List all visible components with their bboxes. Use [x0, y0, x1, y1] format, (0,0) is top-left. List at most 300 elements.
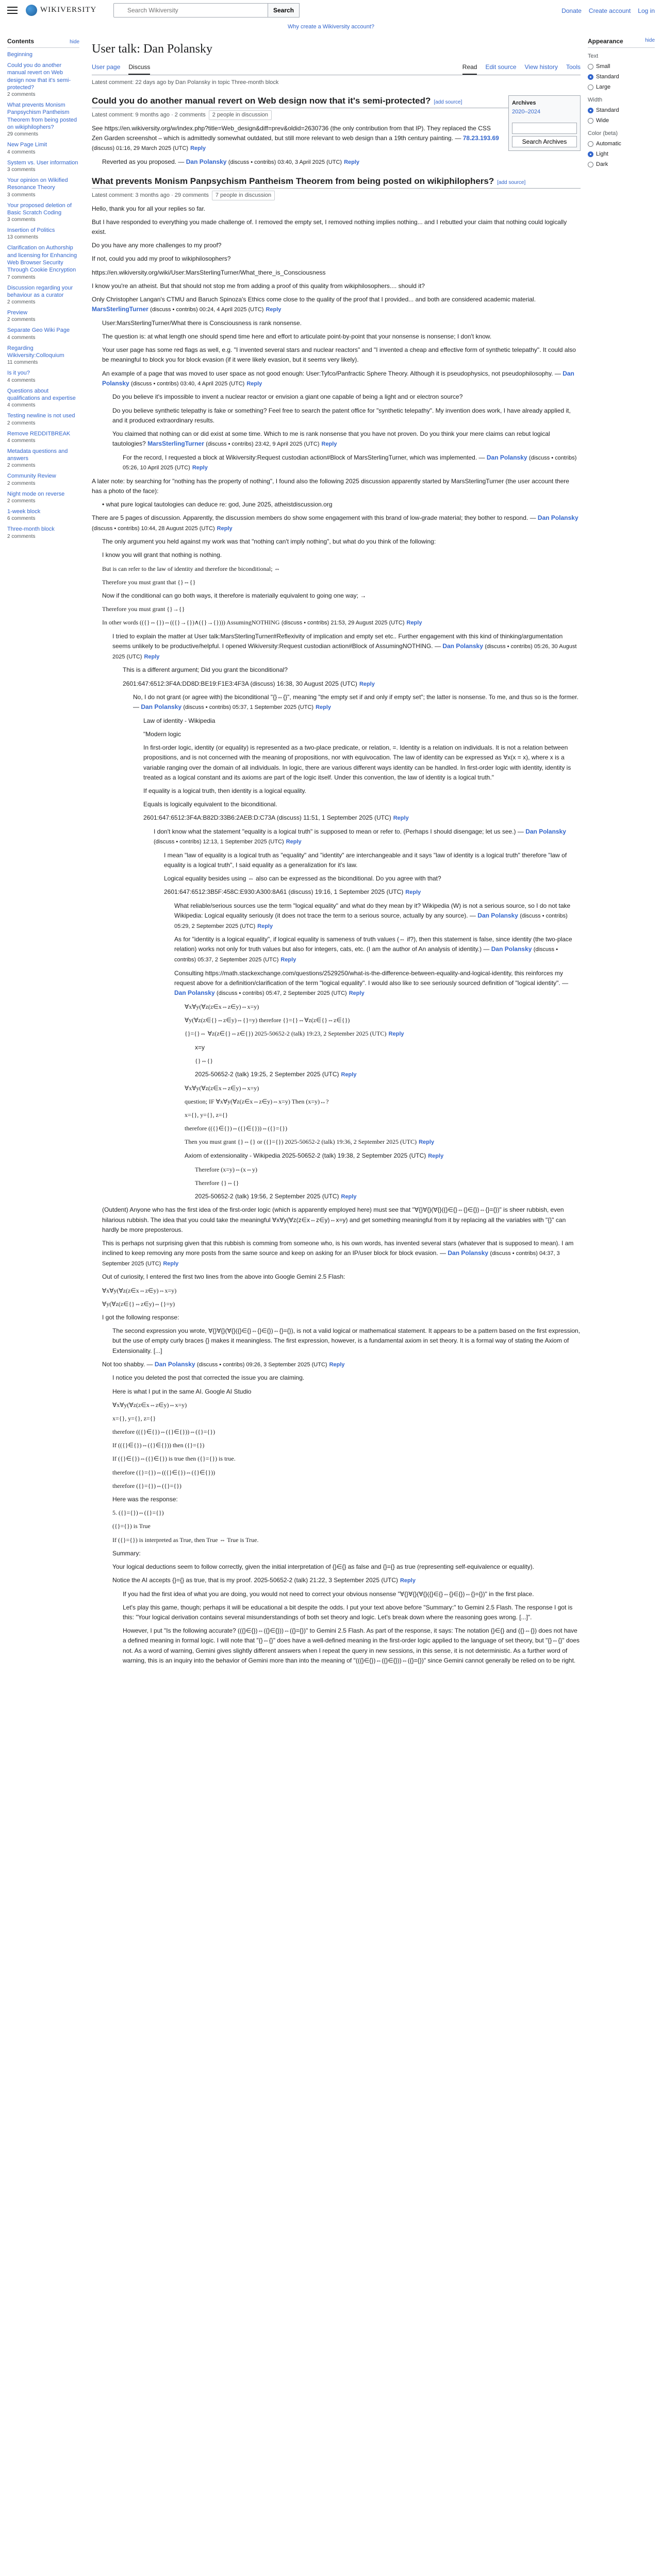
comment	[112, 1454, 581, 1464]
reply-button[interactable]: Reply	[144, 653, 160, 660]
comment-text: Reverted as you proposed. —	[102, 158, 185, 165]
comment	[185, 1097, 581, 1107]
comment-text: The second expression you wrote, ∀{}∀{}(∀{}({}∈{}⇔{}∈{})⇔{}={}), is not a valid logical or mathematical statement. It appears to be a pattern based on the first expression, but the use of empty curly braces {} makes it meaningless. The first expression, however, is a fundamental axiom in set theory. It is a formal way of stating the Axiom of Extensionality. [...]	[112, 1327, 581, 1354]
comment	[92, 204, 581, 214]
comment	[112, 632, 581, 662]
comment-text: But I have responded to everything you made challenge of. I removed the empty set, I removed nothing implies nothing... and I rebutted your claim that nothing could logically exist.	[92, 218, 567, 236]
comment-timestamp: (discuss • contribs) 03:40, 4 April 2025 (UTC)	[131, 380, 245, 387]
toc-link[interactable]: Testing newline is not used	[7, 413, 75, 419]
toc-comment-count: 4 comments	[7, 437, 36, 444]
reply-button[interactable]: Reply	[246, 380, 262, 387]
reply-button[interactable]: Reply	[329, 1361, 345, 1368]
search-button[interactable]: Search	[268, 3, 300, 18]
comment	[112, 1414, 581, 1423]
section-edit-link[interactable]: [add source]	[434, 99, 462, 105]
text-size-label: Text	[588, 53, 599, 59]
comment-text: See https://en.wikiversity.org/w/index.php?title=Web_design&diff=prev&oldid=2630736 (the only contribution from that IP). They replaced the CSS Zen Garden screenshot – which is admittedly somewhat outdated, but still more relevant to web design than a 19th century painting. —	[92, 125, 491, 142]
comment-timestamp: (discuss • contribs) 05:26, 10 April 2025 (UTC)	[123, 454, 577, 471]
comment-text: Now if the conditional can go both ways, it therefore is materially equivalent to going one way; →	[102, 591, 367, 599]
comment	[102, 550, 581, 560]
comment-text: Do you believe it's impossible to invent a nuclear reactor or envision a giant one capable of being a light and or electron source?	[112, 393, 463, 401]
comment-author-link[interactable]: MarsSterlingTurner	[92, 306, 148, 313]
toc-item	[7, 526, 79, 539]
comment	[102, 604, 581, 614]
comment	[112, 1400, 581, 1410]
toc-comment-count: 7 comments	[7, 274, 36, 280]
toc-item	[7, 430, 79, 444]
comment-timestamp: (discuss • contribs) 04:37, 3 September 2025 (UTC)	[102, 1250, 560, 1267]
search-archives-button[interactable]: Search Archives	[512, 136, 577, 147]
archives-title: Archives	[512, 99, 536, 106]
comment	[123, 453, 581, 473]
toc-comment-count: 2 comments	[7, 498, 36, 504]
comment-text: An example of a page that was moved to user space as not good enough: User:Tyfco/Panfractic Sphere Theory. Although it is pseudophysics, not pseudophilosophy. —	[102, 369, 561, 377]
donate-link[interactable]: Donate	[561, 7, 582, 14]
reply-button[interactable]: Reply	[349, 990, 365, 997]
comment	[195, 1043, 581, 1053]
section-meta	[92, 191, 581, 200]
comment	[112, 1427, 581, 1437]
radio-button-icon	[588, 118, 593, 124]
site-header	[0, 0, 662, 21]
login-link[interactable]: Log in	[638, 7, 655, 14]
toc-comment-count: 4 comments	[7, 402, 36, 409]
toc-link[interactable]: Is it you?	[7, 370, 30, 377]
comment	[154, 827, 581, 847]
comment	[92, 513, 581, 533]
comment	[174, 969, 581, 998]
reply-button[interactable]: Reply	[316, 704, 332, 711]
color-option-label: Dark	[596, 161, 608, 168]
comment-text: Here is what I put in the same AI. Google AI Studio	[112, 1387, 252, 1395]
section-meta	[92, 110, 581, 120]
tab-edit-source[interactable]: Edit source	[485, 63, 517, 71]
comment	[92, 217, 581, 237]
reply-button[interactable]: Reply	[192, 465, 208, 471]
comment-text: Logical equality besides using ⇔ also can be expressed as the biconditional. Do you agree with that?	[164, 875, 441, 883]
comment	[112, 1373, 581, 1383]
comment	[102, 500, 581, 510]
comment	[143, 743, 581, 783]
reply-button[interactable]: Reply	[217, 525, 233, 532]
toc-item	[7, 490, 79, 504]
comment-text: ∀x∀y(∀z(z∈x⇔z∈y)⇔x=y)	[112, 1401, 187, 1409]
text-size-option[interactable]	[588, 83, 655, 92]
comment	[195, 1192, 581, 1202]
comment-timestamp: (discuss • contribs) 03:40, 3 April 2025 (UTC)	[228, 159, 342, 165]
comment-text: However, I put "Is the following accurate? (({}∈{})⇔({}∈{}))⇔({}={})" to Gemini 2.5 Flash. As part of the response, it says: The notation {}∈{} and ({}⇔{}) does not have a defined meaning in formal logic. I will note that "{}⇔{}" does have a well-defined meaning in the first-order logic applied to the language of set theory, but "{}⇔{}" does not. As a word of warning, Gemini gives slightly different answers when I repeat the query in new sessions, in this sense, it is not deterministic. As a further word of warning, this is an inquiry into the behavior of Gemini more than into the meaning of "(({}∈{})⇔({}∈{}))⇔({}={})" since Gemini cannot generally be relied on to be right.	[123, 1627, 580, 1664]
comment	[92, 254, 581, 264]
toc-link[interactable]: Remove REDDITBREAK	[7, 430, 71, 437]
toc-hide-button[interactable]: hide	[70, 39, 79, 45]
comment	[112, 1481, 581, 1491]
toc-item	[7, 309, 79, 323]
comment	[185, 1151, 581, 1161]
reply-button[interactable]: Reply	[406, 620, 422, 626]
comment	[143, 786, 581, 796]
comment	[112, 1326, 581, 1356]
tab-read[interactable]: Read	[462, 61, 477, 75]
toc-comment-count: 2 comments	[7, 317, 36, 323]
toc-link[interactable]: Clarification on Authorship and licensing for Enhancing Web Browser Security Through Cookie Encryption	[7, 245, 77, 274]
comment-text: I got the following response:	[102, 1313, 179, 1321]
text-size-option-label: Small	[596, 63, 610, 70]
comment-author-link[interactable]: Dan Polansky	[448, 1249, 489, 1257]
comment-author-link[interactable]: Dan Polansky	[486, 453, 527, 461]
comment	[102, 318, 581, 328]
comment-author-link[interactable]: 78.23.193.69	[462, 134, 499, 142]
appearance-hide-button[interactable]: hide	[645, 38, 655, 44]
comment-text: In other words (({}⇔{})⇔(({}→{})∧({}→{}))) AssumingNOTHING	[102, 619, 280, 626]
comment-text: User:MarsSterlingTurner/What there is Consciousness is rank nonsense.	[102, 319, 302, 327]
discussion-section	[92, 176, 581, 1666]
comment	[112, 1495, 581, 1504]
toc-link[interactable]: Your opinion on Wikified Resonance Theory	[7, 177, 68, 191]
user-links	[561, 6, 655, 16]
comment-text: I notice you deleted the post that corrected the issue you are claiming.	[112, 1374, 305, 1382]
toc-comment-count: 2 comments	[7, 533, 36, 539]
comment-text: Not too shabby. —	[102, 1360, 153, 1368]
comment-timestamp: (discuss • contribs) 21:53, 29 August 2025 (UTC)	[281, 620, 405, 626]
reply-button[interactable]: Reply	[405, 889, 421, 896]
comment-text: If ({}∈{})⇔({}∈{}) is true then ({}={}) is true.	[112, 1455, 236, 1463]
comment-text: ∀x∀y(∀z(z∈x⇔z∈y)⇔x=y)	[185, 1084, 259, 1092]
comment	[164, 887, 581, 897]
section-heading	[92, 176, 581, 189]
reply-button[interactable]: Reply	[419, 1139, 435, 1146]
comment	[164, 874, 581, 884]
reply-button[interactable]: Reply	[393, 815, 409, 822]
comment-author-link[interactable]: Dan Polansky	[154, 1360, 195, 1368]
comment-author-link[interactable]: Dan Polansky	[537, 514, 578, 522]
comment	[102, 564, 581, 574]
main-menu-icon[interactable]	[7, 7, 18, 14]
reply-button[interactable]: Reply	[286, 839, 302, 845]
comment-text: Do you have any more challenges to my proof?	[92, 242, 222, 249]
comment-text: ∀x∀y(∀z(z∈x⇔z∈y)⇔x=y)	[185, 1003, 259, 1010]
comment-text: I mean "law of equality is a logical truth as "equality" and "identity" are interchangeable and it says "law of identity is a logical truth" therefore "law of equality is a logical truth", I said equality as a generalization for it's law.	[164, 851, 567, 869]
comment	[112, 1549, 581, 1558]
tools-menu[interactable]: Tools	[566, 63, 581, 71]
comment	[123, 1589, 581, 1599]
comment-text: x=y	[195, 1043, 205, 1051]
archives-search-input[interactable]	[512, 123, 577, 134]
comment	[174, 935, 581, 964]
text-size-option-label: Standard	[596, 73, 619, 80]
toc-link[interactable]: Questions about qualifications and expertise	[7, 387, 76, 401]
comment	[102, 1239, 581, 1268]
comment-text: 2601:647:6512:3F4A:DD8D:BE19:F1E3:4F3A (discuss) 16:38, 30 August 2025 (UTC)	[123, 680, 357, 687]
comment	[102, 618, 581, 628]
comment	[112, 1468, 581, 1478]
main-content	[85, 37, 588, 1669]
toc-link[interactable]: Community Review	[7, 473, 56, 480]
toc-item	[7, 412, 79, 426]
comment-text: Do you believe synthetic telepathy is fake or something? Feel free to search the patent office for "synthetic telepathy". My invention does work, I have already applied it, and it produced extraordinary results.	[112, 406, 571, 424]
radio-button-icon	[588, 74, 593, 80]
archives-box	[508, 95, 581, 151]
toc-link[interactable]: Discussion regarding your behaviour as a curator	[7, 284, 73, 298]
comment-timestamp: (discuss • contribs) 10:44, 28 August 2025 (UTC)	[92, 525, 215, 532]
comment-text: There are 5 pages of discussion. Apparently, the discussion members do show some engagement with this brand of low-grade material; they bother to respond. —	[92, 514, 536, 522]
comment	[143, 730, 581, 739]
comment-text: A later note: by searching for "nothing has the property of nothing", I found also the following 2025 discussion apparently started by MarsSterlingTurner (the user account there has a photo of the face):	[92, 477, 569, 495]
comment	[102, 369, 581, 389]
appearance-title: Appearance	[588, 38, 623, 45]
toc-link[interactable]: Preview	[7, 310, 28, 316]
toc-item	[7, 448, 79, 469]
comment	[143, 813, 581, 823]
section-edit-link[interactable]: [add source]	[497, 179, 526, 185]
color-option[interactable]	[588, 140, 655, 148]
comment	[195, 1056, 581, 1066]
comment	[112, 429, 581, 449]
toc-comment-count: 29 comments	[7, 131, 39, 138]
reply-button[interactable]: Reply	[341, 1193, 357, 1200]
comment-text: If not, could you add my proof to wikiphilosophers?	[92, 255, 231, 263]
comment	[102, 1313, 581, 1323]
comment-text: Therefore you must grant that {}⇔{}	[102, 578, 196, 586]
create-account-link[interactable]: Create account	[588, 7, 631, 14]
comment	[102, 1205, 581, 1235]
toc-comment-count: 4 comments	[7, 377, 36, 383]
text-size-option[interactable]	[588, 73, 655, 81]
toc-comment-count: 2 comments	[7, 299, 36, 306]
comment-timestamp: (discuss • contribs) 05:26, 30 August 2025 (UTC)	[112, 643, 577, 660]
comment	[185, 1015, 581, 1025]
site-logo[interactable]	[26, 4, 98, 16]
radio-button-icon	[588, 151, 593, 157]
toc-link[interactable]: Metadata questions and answers	[7, 448, 68, 462]
comment-text: x={}, y={}, z={}	[185, 1111, 228, 1118]
comment-text: (Outdent) Anyone who has the first idea of the first-order logic (which is apparently employed here) must see that "∀{}∀{}(∀{}({}∈{}⇔{}∈{})⇔{}={})" is sheer rubbish, even hilarious rubbish. The idea that you could take the meaningful ∀x∀y(∀z(z∈x⇔z∈y)⇔x=y) and get something meaningful from it by replacing all the variables with "{}" can hardly be more preposterous.	[102, 1206, 566, 1233]
comment-text: I know you will grant that nothing is nothing.	[102, 551, 222, 559]
comment-text: 5. ({}={})⇔({}={})	[112, 1509, 164, 1517]
toc-comment-count: 4 comments	[7, 334, 36, 341]
comment	[112, 392, 581, 402]
comment	[185, 1137, 581, 1147]
toc-item	[7, 101, 79, 138]
comment-text: Here was the response:	[112, 1496, 178, 1503]
comment-author-link[interactable]: Dan Polansky	[491, 945, 532, 953]
toc-link[interactable]: Your proposed deletion of Basic Scratch Coding	[7, 202, 72, 216]
comment-text: Only Christopher Langan's CTMU and Baruch Spinoza's Ethics come close to the quality of the proof that I provided... and both are considered academic material.	[92, 296, 536, 303]
toc-comment-count: 2 comments	[7, 480, 36, 486]
toc-link[interactable]: System vs. User information	[7, 159, 78, 166]
toc-link[interactable]: Insertion of Politics	[7, 227, 55, 234]
toc-link[interactable]: Could you do another manual revert on Web design now that it's semi-protected?	[7, 62, 71, 91]
comment-text: therefore ({}={})⇔({}={})	[112, 1482, 181, 1489]
color-option-label: Light	[596, 151, 608, 158]
comment	[92, 268, 581, 278]
comment-text: 2025-50652-2 (talk) 19:25, 2 September 2025 (UTC)	[195, 1070, 339, 1078]
comment-author-link[interactable]: Dan Polansky	[477, 912, 518, 920]
comment-text: x={}, y={}, z={}	[112, 1414, 156, 1422]
archives-range-link[interactable]: 2020–2024	[512, 108, 541, 115]
comment-text: No, I do not grant (or agree with) the biconditional "{}⇔{}", meaning "the empty set if and only if empty set"; the latter is nonsense. To me, and thus so is the former. —	[133, 693, 578, 711]
comment	[195, 1070, 581, 1080]
comment-timestamp: (discuss • contribs) 09:26, 3 September 2025 (UTC)	[196, 1361, 327, 1368]
toc-item	[7, 508, 79, 522]
color-option[interactable]	[588, 150, 655, 159]
comment-text: 2601:647:6512:3B5F:458C:E930:A300:8A61 (discuss) 19:16, 1 September 2025 (UTC)	[164, 888, 404, 896]
comment	[112, 1521, 581, 1531]
comment-text: Your logical deductions seem to follow correctly, given the initial interpretation of {}∈{} as false and {}={} as true (representing self-equivalence or equality).	[112, 1563, 534, 1570]
toc-item	[7, 284, 79, 306]
comment	[102, 332, 581, 342]
comment-text: In first-order logic, identity (or equality) is represented as a two-place predicate, or relation, =. Identity is a relation on individuals. It is not a relation between propositions, and is not concerned with the meaning of propositions, nor with equivocation. The law of identity can be expressed as ∀x(x = x), where x is a variable ranging over the domain of all individuals. In logic, there are various different ways identity can be handled. In first-order logic with identity, identity is treated as a logical constant and its axioms are part of the logic itself. Under this convention, the law of identity is a logical truth."	[143, 744, 571, 781]
comment-text: ∀y(∀z(z∈{}⇔z∈y)⇔{}=y)	[102, 1300, 175, 1308]
toc-item	[7, 51, 79, 58]
comment-text: ∀x∀y(∀z(z∈x⇔z∈y)⇔x=y)	[102, 1286, 177, 1294]
toc-link[interactable]: Three-month block	[7, 526, 55, 533]
comment-text: As for "identity is a logical equality", if logical equality is sameness of truth values (⇔ if?), then this statement is false, since identity (the two-place relation) works not only for truth values but also for integers, cats, etc. (I am the author of An analysis of identity.) —	[174, 936, 572, 953]
comment-text: This is perhaps not surprising given that this rubbish is comming from someone who, is his own words, has invented several stars (whatever that is supposed to mean). I am inclined to keep removing any more posts from the same source and keep on asking for an IP/user block for block evasion. —	[102, 1240, 574, 1257]
comment-text: Notice the AI accepts {}={} as true, that is my proof. 2025-50652-2 (talk) 21:22, 3 September 2025 (UTC)	[112, 1577, 398, 1584]
reply-button[interactable]: Reply	[428, 1153, 444, 1159]
toc-comment-count: 3 comments	[7, 166, 36, 173]
comment-text: 2025-50652-2 (talk) 19:56, 2 September 2025 (UTC)	[195, 1192, 339, 1200]
toc-link[interactable]: What prevents Monism Panpsychism Pantheism Theorem from being posted on wikiphilophers?	[7, 102, 77, 131]
reply-button[interactable]: Reply	[341, 1071, 357, 1078]
comment	[185, 1110, 581, 1120]
table-of-contents	[7, 37, 85, 1669]
comment	[185, 1083, 581, 1093]
comment	[185, 1002, 581, 1012]
tab-view-history[interactable]: View history	[524, 63, 558, 71]
comment-text: Law of identity - Wikipedia	[143, 717, 216, 724]
color-option[interactable]	[588, 160, 655, 169]
reply-button[interactable]: Reply	[280, 957, 296, 963]
comment-timestamp: (discuss • contribs) 05:37, 2 September 2025 (UTC)	[174, 946, 558, 963]
comment-text: Then you must grant {}⇔{} or ({}={}) 2025-50652-2 (talk) 19:36, 2 September 2025 (UTC)	[185, 1138, 417, 1146]
comment	[102, 1360, 581, 1370]
width-option-label: Standard	[596, 107, 619, 113]
comment-text: Summary:	[112, 1549, 141, 1557]
reply-button[interactable]: Reply	[400, 1578, 416, 1584]
radio-button-icon	[588, 162, 593, 167]
comment-timestamp: (discuss • contribs) 12:13, 1 September 2025 (UTC)	[154, 839, 284, 845]
section-title: What prevents Monism Panpsychism Pantheism Theorem from being posted on wikiphilophers?	[92, 176, 494, 186]
comment	[185, 1029, 581, 1039]
comment-author-link[interactable]: Dan Polansky	[442, 642, 484, 650]
comment-text: Let's play this game, though; perhaps it will be educational a bit despite the odds. I put your text above before "Summary:" to Gemini 2.5 Flash. The response I got is this: "Your logical derivation contains several misunderstandings of both set theory and logic. Let's break down where the reasoning goes wrong. [...]".	[123, 1603, 573, 1621]
comment-text: therefore (({}∈{})⇔({}∈{}))⇔({}={})	[185, 1125, 288, 1132]
comment-text: You claimed that nothing can or did exist at some time. Which to me is rank nonsense that you have not proven. Do you think your mere claims can rebut logical tautologies?	[112, 430, 550, 448]
comment-author-link[interactable]: Dan Polansky	[525, 827, 566, 835]
comment-author-link[interactable]: Dan Polansky	[186, 158, 227, 165]
comment	[92, 281, 581, 291]
toc-link[interactable]: Separate Geo Wiki Page	[7, 327, 70, 334]
create-account-banner[interactable]: Why create a Wikiversity account?	[287, 24, 375, 30]
tab-user-page[interactable]: User page	[92, 63, 121, 71]
width-option-label: Wide	[596, 117, 609, 124]
toc-comment-count: 4 comments	[7, 149, 36, 155]
width-option[interactable]	[588, 106, 655, 115]
comment-timestamp: (discuss • contribs) 00:24, 4 April 2025 (UTC)	[150, 307, 264, 313]
search-input[interactable]	[113, 3, 268, 18]
comment	[174, 901, 581, 931]
section-title: Could you do another manual revert on Web design now that it's semi-protected?	[92, 95, 431, 106]
toc-comment-count: 2 comments	[7, 463, 36, 469]
comment-author-link[interactable]: Dan Polansky	[102, 369, 574, 387]
comment-text: "Modern logic	[143, 731, 181, 738]
comment	[102, 345, 581, 365]
toc-item	[7, 141, 79, 155]
toc-link[interactable]: 1-week block	[7, 509, 41, 515]
comment-author-link[interactable]: Dan Polansky	[174, 989, 215, 997]
reply-button[interactable]: Reply	[388, 1031, 404, 1037]
width-label: Width	[588, 96, 603, 103]
comment	[92, 295, 581, 315]
comment-text: But is can refer to the law of identity and therefore the biconditional; ⇔	[102, 565, 280, 572]
width-option[interactable]	[588, 116, 655, 125]
comment-text: ({}={}) is True	[112, 1522, 151, 1530]
toc-comment-count: 2 comments	[7, 420, 36, 426]
logo-icon	[26, 5, 37, 16]
comment-timestamp: (discuss) 01:16, 29 March 2025 (UTC)	[92, 145, 189, 152]
comment-timestamp: (discuss • contribs) 23:42, 9 April 2025 (UTC)	[206, 441, 320, 448]
comment-text: This is a different argument; Did you grant the biconditional?	[123, 666, 288, 674]
search-box	[113, 3, 300, 18]
reply-button[interactable]: Reply	[266, 307, 282, 313]
comment-text: Out of curiosity, I entered the first two lines from the above into Google Gemini 2.5 Flash:	[102, 1273, 345, 1281]
reply-button[interactable]: Reply	[190, 145, 206, 152]
toc-link[interactable]: New Page Limit	[7, 142, 47, 148]
site-name: WIKIVERSITY	[40, 6, 97, 14]
comment-text: {}={}⇔ ∀z(z∈{}⇔z∈{}) 2025-50652-2 (talk) 19:23, 2 September 2025 (UTC)	[185, 1030, 387, 1037]
comment-text: • what pure logical tautologies can deduce re: god, June 2025, atheistdiscussion.org	[102, 501, 333, 509]
tab-discuss[interactable]: Discuss	[128, 61, 150, 75]
people-in-discussion-badge: 7 people in discussion	[212, 191, 275, 200]
comment-text: Therefore {}⇔{}	[195, 1179, 239, 1187]
toc-item	[7, 177, 79, 198]
radio-button-icon	[588, 64, 593, 70]
toc-link[interactable]: Regarding Wikiversity:Colloquium	[7, 345, 64, 359]
comment-text: For the record, I requested a block at Wikiversity:Request custodian action#Block of MarsSterlingTurner, which was implemented. —	[123, 453, 485, 461]
comment-timestamp: (discuss • contribs) 05:29, 2 September 2025 (UTC)	[174, 913, 568, 929]
text-size-option[interactable]	[588, 62, 655, 71]
toc-comment-count: 2 comments	[7, 92, 36, 98]
comment	[133, 692, 581, 713]
toc-link[interactable]: Beginning	[7, 51, 32, 58]
reply-button[interactable]: Reply	[163, 1260, 179, 1267]
reply-button[interactable]: Reply	[359, 681, 375, 687]
toc-comment-count: 3 comments	[7, 217, 36, 223]
comment-text: therefore ({}={})⇔(({}∈{})⇔({}∈{}))	[112, 1468, 216, 1476]
comment-author-link[interactable]: Dan Polansky	[141, 703, 182, 711]
color-label: Color (beta)	[588, 130, 618, 137]
reply-button[interactable]: Reply	[344, 159, 360, 165]
discussion-section	[92, 95, 581, 167]
comment-author-link[interactable]: MarsSterlingTurner	[147, 440, 204, 448]
reply-button[interactable]: Reply	[257, 923, 273, 929]
radio-button-icon	[588, 84, 593, 90]
comment-text: I tried to explain the matter at User talk:MarsSterlingTurner#Reflexivity of implication and empty set etc.. Further engagement with this kind of thinking/argumentation seems unlikely to be productive/helpful. I opened Wikiversity:Request custodian action#Block of AssumingNOTHING. —	[112, 632, 563, 650]
comment	[112, 406, 581, 426]
comment-text: https://en.wikiversity.org/wiki/User:MarsSterlingTurner/What_there_is_Consciousness	[92, 268, 326, 276]
comment-text: Therefore (x=y)⇔(x⇔y)	[195, 1165, 258, 1173]
latest-comment-meta: Latest comment: 22 days ago by Dan Polansky in topic Three-month block	[92, 79, 279, 86]
comment	[123, 665, 581, 675]
comment	[195, 1165, 581, 1175]
toc-item	[7, 327, 79, 341]
toc-link[interactable]: Night mode on reverse	[7, 490, 65, 497]
comment-text: Hello, thank you for all your replies so far.	[92, 205, 206, 212]
reply-button[interactable]: Reply	[321, 441, 337, 448]
page-tabs	[92, 61, 581, 75]
toc-item	[7, 472, 79, 486]
